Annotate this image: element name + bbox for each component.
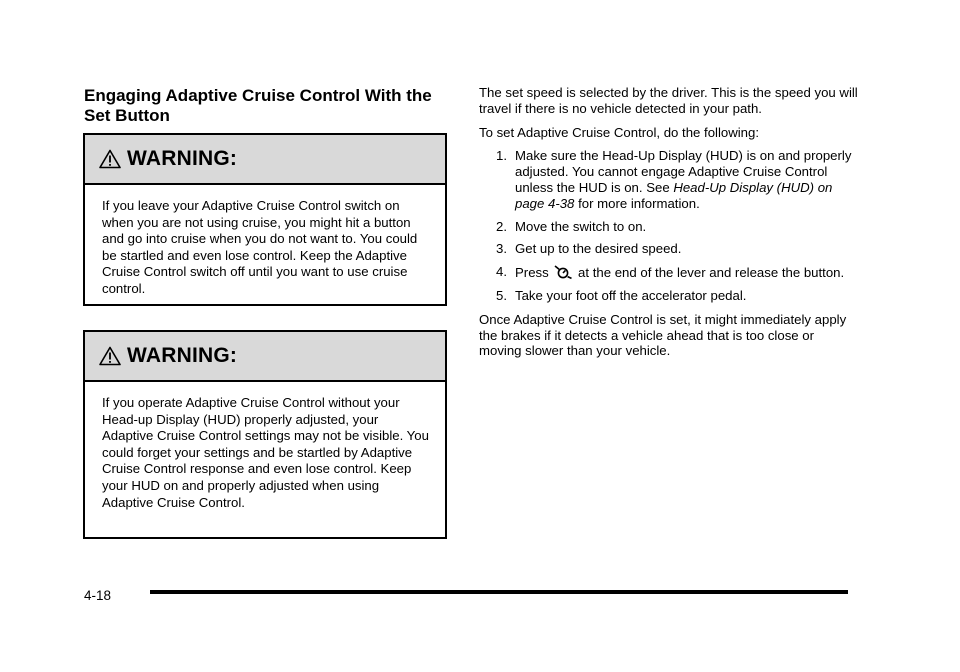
list-item (479, 288, 859, 304)
warning-text: If you leave your Adaptive Cruise Control switch on when you are not using cruise, you might hit a button and go into cruise when you do not want to. You could be startled and even lose control. Keep the Adaptive Cruise Control switch off until you want to use cruise control. (102, 198, 418, 296)
page-number: 4-18 (84, 588, 112, 603)
step-number: 5. (496, 287, 507, 303)
step-text-part: Press (515, 265, 553, 281)
list-item (479, 219, 859, 235)
right-column (479, 85, 859, 367)
warning-title: WARNING: (127, 147, 238, 170)
warning-box (83, 133, 447, 306)
warning-triangle-icon (99, 149, 121, 169)
step-text: Get up to the desired speed. (515, 241, 682, 257)
cross-reference-link[interactable]: Head-Up Display (HUD) on page 4-38 (515, 179, 833, 211)
warning-triangle-icon (99, 346, 121, 366)
step-text-part: for more information. (574, 195, 700, 211)
steps-list (479, 148, 859, 303)
set-button-icon (554, 264, 572, 280)
warning-title: WARNING: (127, 344, 238, 367)
warning-box (83, 330, 447, 539)
step-number: 1. (496, 148, 507, 164)
section-title: Engaging Adaptive Cruise Control With the Set Button (84, 86, 432, 125)
list-item (479, 264, 859, 281)
step-text-part: at the end of the lever and release the button. (574, 265, 845, 281)
step-number: 2. (496, 218, 507, 234)
warning-header (85, 332, 445, 382)
step-text (515, 148, 859, 211)
instructions-lead: To set Adaptive Cruise Control, do the following: (479, 124, 760, 140)
warning-header (85, 135, 445, 185)
intro-paragraph: The set speed is selected by the driver. This is the speed you will travel if there is no vehicle detected in your path. (479, 85, 858, 116)
step-number: 4. (496, 264, 507, 280)
list-item (479, 241, 859, 257)
step-text: Move the switch to on. (515, 218, 647, 234)
list-item (479, 148, 859, 211)
outro-paragraph: Once Adaptive Cruise Control is set, it might immediately apply the brakes if it detects a vehicle ahead that is too close or moving slower than your vehicle. (479, 311, 847, 359)
step-text: Take your foot off the accelerator pedal. (515, 287, 747, 303)
step-number: 3. (496, 241, 507, 257)
footer-rule (150, 590, 848, 594)
step-text (515, 264, 859, 281)
step-text-part: Make sure the Head-Up Display (HUD) is on and properly adjusted. You cannot engage Adaptive Cruise Control unless the HUD is on. See (515, 148, 852, 195)
warning-text: If you operate Adaptive Cruise Control without your Head-up Display (HUD) properly adjusted, your Adaptive Cruise Control settings may not be visible. You could forget your settings and be startled by Adaptive Cruise Control response and even lose control. Keep your HUD on and properly adjusted when using Adaptive Cruise Control. (102, 395, 429, 510)
